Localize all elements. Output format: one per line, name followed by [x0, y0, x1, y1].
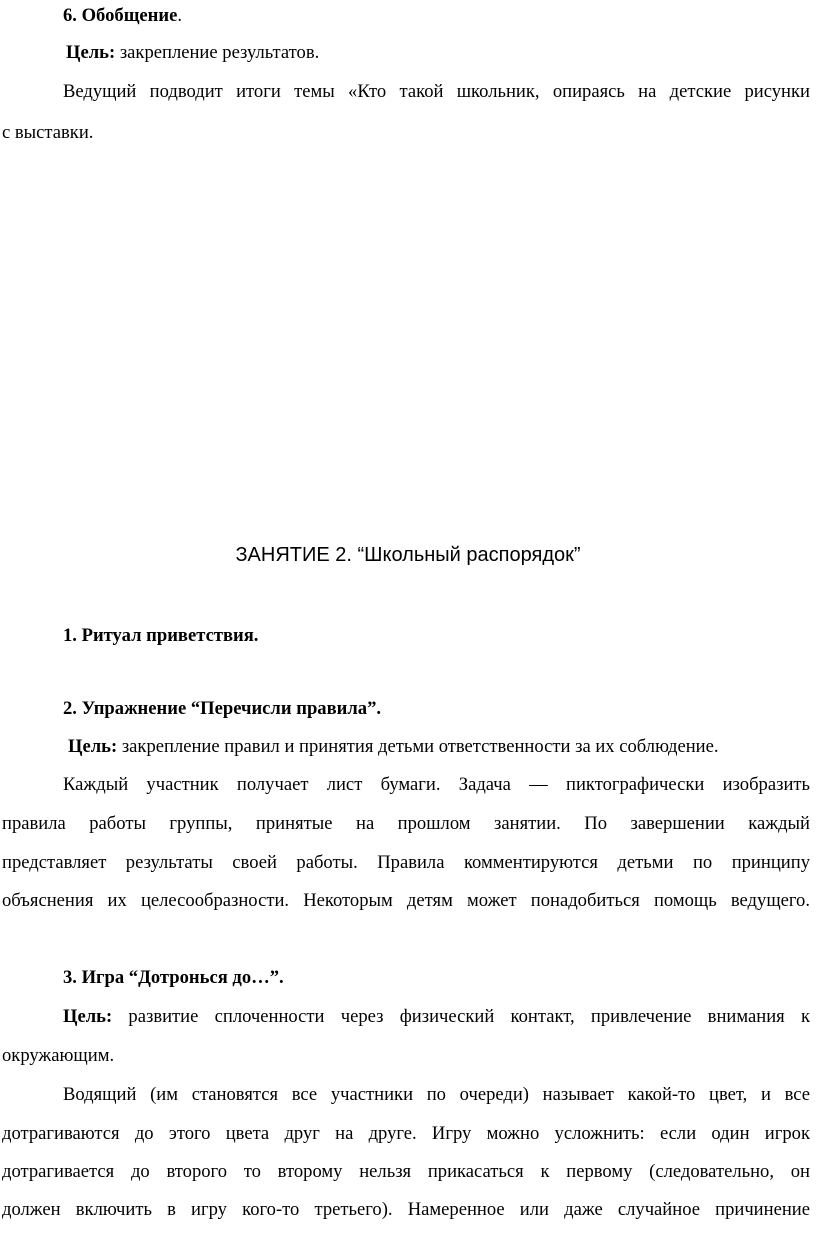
item-3-heading: 3. Игра “Дотронься до…”.	[63, 967, 284, 988]
lesson-2-title: ЗАНЯТИЕ 2. “Школьный распорядок”	[235, 544, 581, 566]
item-2-paragraph-line-3: представляет результаты своей работы. Правила комментируются детьми по принципу	[2, 852, 810, 873]
item-3-goal-label: Цель:	[63, 1006, 113, 1027]
section-6-paragraph-line-2: с выставки.	[2, 122, 94, 143]
item-3-goal-line-1	[63, 1005, 810, 1029]
section-6-heading-text: 6. Обобщение	[63, 5, 178, 26]
item-3-paragraph-line-4: должен включить в игру кого-то третьего). Намеренное или даже случайное причинение	[2, 1199, 810, 1220]
item-2-paragraph-line-1: Каждый участник получает лист бумаги. Задача — пиктографически изобразить	[63, 774, 810, 795]
item-2-goal-label: Цель:	[68, 736, 118, 757]
item-3-goal-line-2: окружающим.	[2, 1045, 115, 1066]
item-3-paragraph-line-3: дотрагивается до второго то второму нельзя прикасаться к первому (следовательно, он	[2, 1161, 810, 1182]
item-2-paragraph-line-2: правила работы группы, принятые на прошлом занятии. По завершении каждый	[2, 813, 810, 834]
section-6-goal	[66, 41, 319, 65]
section-6-goal-label: Цель:	[66, 42, 116, 63]
section-6-heading	[63, 4, 182, 28]
item-3-goal-text: развитие сплоченности через физический контакт, привлечение внимания к	[112, 1006, 810, 1027]
section-6-goal-text: закрепление результатов.	[115, 42, 320, 63]
item-2-heading: 2. Упражнение “Перечисли правила”.	[63, 698, 382, 719]
item-3-paragraph-line-1: Водящий (им становятся все участники по очереди) называет какой-то цвет, и все	[63, 1084, 810, 1105]
section-6-paragraph-line-1: Ведущий подводит итоги темы «Кто такой школьник, опираясь на детские рисунки	[63, 81, 810, 102]
item-2-paragraph-line-4: объяснения их целесообразности. Некоторым детям может понадобиться помощь ведущего.	[2, 890, 810, 911]
item-2-goal-text: закрепление правил и принятия детьми ответственности за их соблюдение.	[117, 736, 719, 757]
section-6-heading-period: .	[177, 5, 182, 26]
item-1-heading: 1. Ритуал приветствия.	[63, 625, 259, 646]
item-2-goal	[68, 735, 719, 759]
item-3-paragraph-line-2: дотрагиваются до этого цвета друг на друге. Игру можно усложнить: если один игрок	[2, 1123, 810, 1144]
